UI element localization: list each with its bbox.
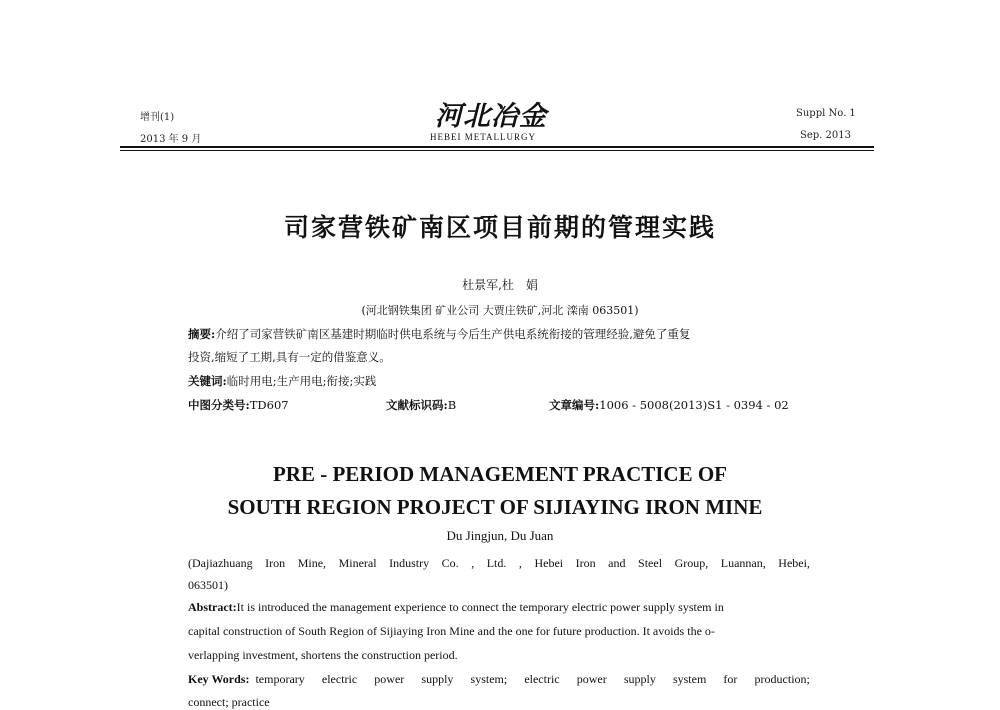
affiliation-word: Co. (441, 556, 459, 570)
abstract-en (188, 600, 724, 615)
issue-date-cn: 2013 年 9 月 (140, 134, 202, 145)
keyword-word: power (374, 672, 405, 686)
affiliation-en-line2: 063501) (188, 578, 228, 592)
journal-logo-en: HEBEI METALLURGY (430, 132, 537, 142)
keywords-cn (188, 373, 376, 389)
journal-logo-cn: 河北冶金 (435, 101, 547, 132)
keyword-word: supply (623, 672, 656, 686)
issue-date-en: Sep. 2013 (800, 130, 851, 141)
keywords-en-line1 (255, 672, 810, 687)
article-number (549, 397, 789, 413)
abstract-en-line3: verlapping investment, shortens the construction period. (188, 648, 458, 662)
paper-title-en-line1: PRE - PERIOD MANAGEMENT PRACTICE OF (272, 462, 728, 486)
authors-en: Du Jingjun, Du Juan (446, 528, 554, 543)
abstract-en-line2: capital construction of South Region of Sijiaying Iron Mine and the one for future production. It avoids the o- (188, 624, 715, 638)
doc-code-value: B (447, 398, 457, 412)
affiliation-word: Iron (265, 556, 286, 570)
abstract-en-line1: It is introduced the management experience to connect the temporary electric power supply system in (236, 600, 724, 614)
paper-title-cn: 司家营铁矿南区项目前期的管理实践 (283, 213, 716, 242)
keyword-word: power (576, 672, 607, 686)
affiliation-word: Iron (575, 556, 596, 570)
keywords-cn-text: 临时用电;生产用电;衔接;实践 (226, 374, 377, 388)
article-no-value: 1006 - 5008(2013)S1 - 0394 - 02 (599, 398, 789, 412)
affiliation-cn: (河北钢铁集团 矿业公司 大贾庄铁矿,河北 滦南 063501) (361, 304, 639, 317)
keyword-word: system (672, 672, 707, 686)
keyword-word: for (723, 672, 738, 686)
keyword-word: system; (470, 672, 508, 686)
affiliation-word: Industry (389, 556, 430, 570)
header-rule-bottom (120, 150, 874, 151)
abstract-label-en: Abstract: (188, 600, 237, 614)
keyword-word: electric (524, 672, 560, 686)
abstract-cn (188, 326, 690, 342)
affiliation-word: Steel (638, 556, 663, 570)
affiliation-word: Hebei, (778, 556, 810, 570)
clc-number (188, 397, 289, 413)
keywords-en-line2: connect; practice (188, 695, 270, 709)
article-no-label: 文章编号: (549, 398, 600, 412)
supplement-en: Suppl No. 1 (796, 108, 856, 119)
affiliation-word: Hebei (534, 556, 564, 570)
authors-cn: 杜景军,杜 娟 (462, 278, 538, 292)
affiliation-word: Ltd. (486, 556, 507, 570)
doc-code-label: 文献标识码: (386, 398, 448, 412)
keyword-word: electric (321, 672, 358, 686)
keywords-label-cn: 关键词: (188, 374, 227, 388)
keywords-en (188, 672, 810, 687)
affiliation-en-line1 (188, 556, 810, 571)
abstract-label-cn: 摘要: (188, 327, 216, 341)
affiliation-word: , (471, 556, 475, 570)
affiliation-word: Mine, (297, 556, 327, 570)
affiliation-word: (Dajiazhuang (188, 556, 253, 570)
paper-title-en-line2: SOUTH REGION PROJECT OF SIJIAYING IRON MINE (227, 495, 763, 519)
keyword-word: production; (754, 672, 810, 686)
affiliation-word: Group, (674, 556, 709, 570)
clc-label: 中图分类号: (188, 398, 250, 412)
keyword-word: supply (421, 672, 454, 686)
affiliation-word: and (608, 556, 626, 570)
abstract-cn-line2: 投资,缩短了工期,具有一定的借鉴意义。 (188, 350, 391, 364)
abstract-cn-line1: 介绍了司家营铁矿南区基建时期临时供电系统与今后生产供电系统衔接的管理经验,避免了重复 (215, 327, 691, 341)
document-code (386, 397, 456, 413)
header-rule-top (120, 146, 874, 148)
keywords-label-en: Key Words: (188, 672, 250, 686)
keyword-word: temporary (255, 672, 305, 686)
clc-value: TD607 (249, 398, 289, 412)
affiliation-word: Mineral (338, 556, 377, 570)
affiliation-word: , (518, 556, 522, 570)
affiliation-word: Luannan, (720, 556, 766, 570)
supplement-cn: 增刊(1) (140, 112, 175, 123)
